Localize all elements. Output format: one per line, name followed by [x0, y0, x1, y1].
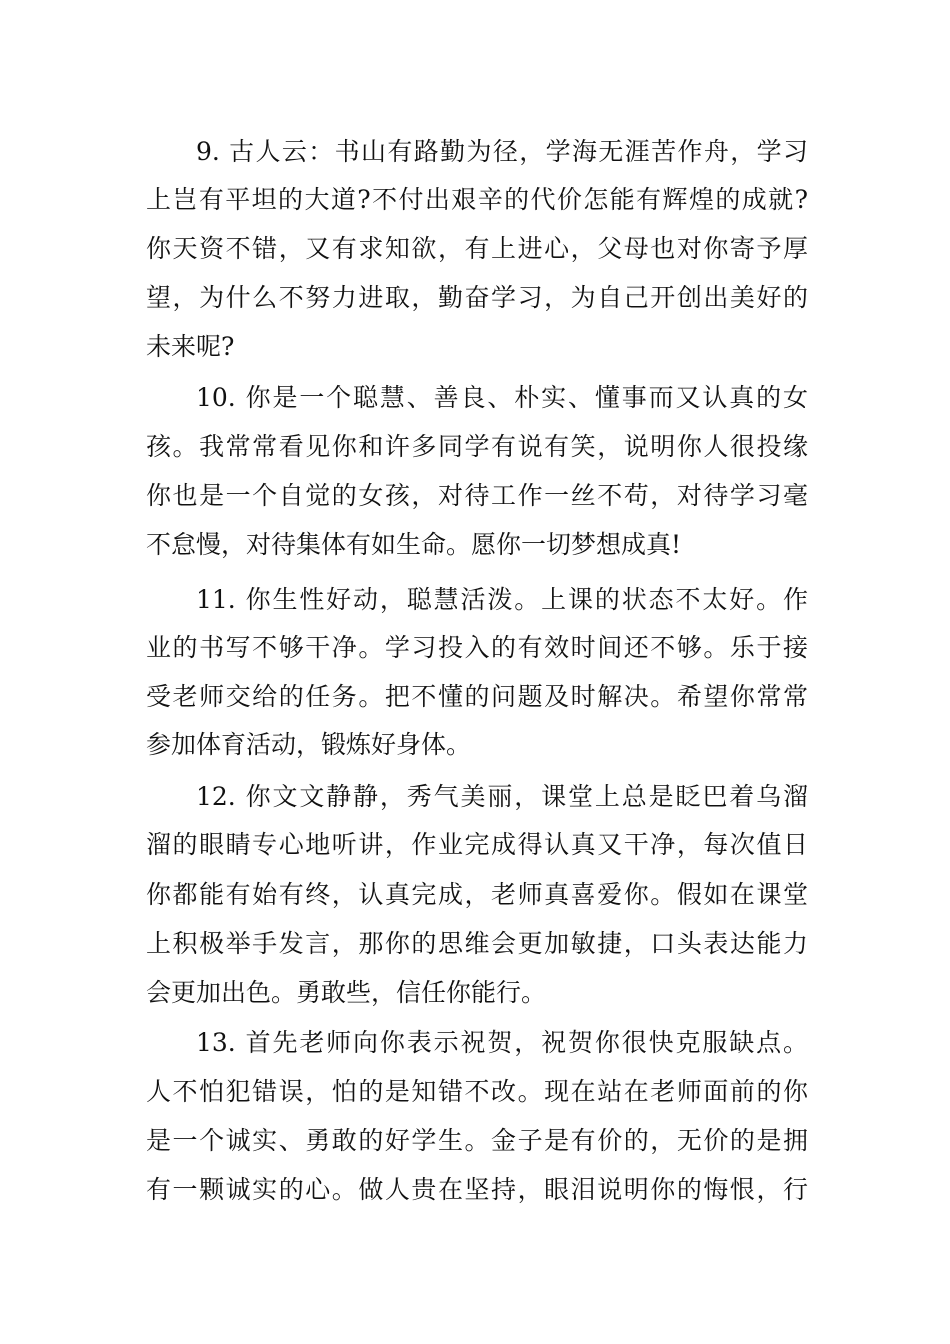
- paragraph-line: 上积极举手发言，那你的思维会更加敏捷，口头表达能力: [146, 929, 808, 958]
- paragraph-line: 10. 你是一个聪慧、善良、朴实、懂事而又认真的女: [196, 383, 808, 412]
- paragraph-line: 是一个诚实、勇敢的好学生。金子是有价的，无价的是拥: [146, 1126, 808, 1155]
- paragraph-line: 13. 首先老师向你表示祝贺，祝贺你很快克服缺点。: [196, 1028, 808, 1057]
- paragraph-line: 上岂有平坦的大道?不付出艰辛的代价怎能有辉煌的成就?: [146, 185, 808, 214]
- paragraph-line: 业的书写不够干净。学习投入的有效时间还不够。乐于接: [146, 633, 808, 662]
- paragraph-line: 受老师交给的任务。把不懂的问题及时解决。希望你常常: [146, 682, 808, 711]
- paragraph-line: 溜的眼睛专心地听讲，作业完成得认真又干净，每次值日: [146, 830, 808, 859]
- paragraph-line: 参加体育活动，锻炼好身体。: [146, 730, 472, 759]
- paragraph-line: 不怠慢，对待集体有如生命。愿你一切梦想成真!: [146, 530, 682, 559]
- paragraph-line: 9. 古人云：书山有路勤为径，学海无涯苦作舟，学习: [196, 137, 808, 166]
- paragraph-line: 会更加出色。勇敢些，信任你能行。: [146, 978, 547, 1007]
- paragraph-line: 你天资不错，又有求知欲，有上进心，父母也对你寄予厚: [146, 234, 808, 263]
- paragraph-line: 你都能有始有终，认真完成，老师真喜爱你。假如在课堂: [146, 880, 808, 909]
- paragraph-line: 人不怕犯错误，怕的是知错不改。现在站在老师面前的你: [146, 1077, 808, 1106]
- paragraph-line: 有一颗诚实的心。做人贵在坚持，眼泪说明你的悔恨，行: [146, 1175, 808, 1204]
- paragraph-line: 11. 你生性好动，聪慧活泼。上课的状态不太好。作: [196, 585, 808, 614]
- paragraph-line: 孩。我常常看见你和许多同学有说有笑，说明你人很投缘: [146, 432, 808, 461]
- paragraph-line: 12. 你文文静静，秀气美丽，课堂上总是眨巴着乌溜: [196, 782, 808, 811]
- paragraph-line: 未来呢?: [146, 332, 235, 361]
- paragraph-line: 望，为什么不努力进取，勤奋学习，为自己开创出美好的: [146, 283, 808, 312]
- paragraph-line: 你也是一个自觉的女孩，对待工作一丝不苟，对待学习毫: [146, 481, 808, 510]
